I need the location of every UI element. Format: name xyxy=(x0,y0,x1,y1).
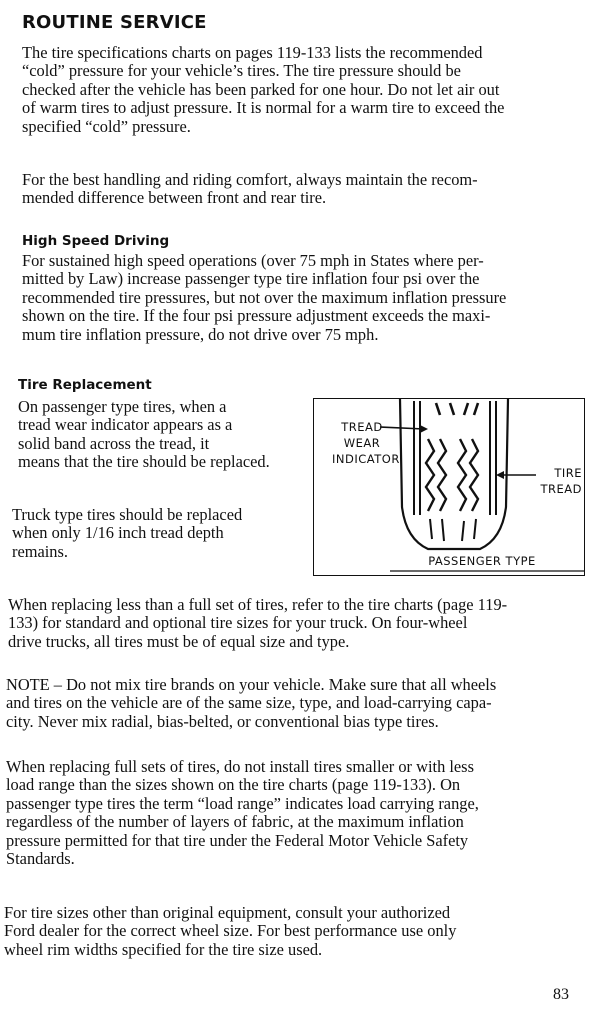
paragraph-cold-pressure xyxy=(22,44,504,136)
label-tire-tread: TIRE TREAD xyxy=(540,466,582,496)
text-line: NOTE – Do not mix tire brands on your vehicle. Make sure that all wheels xyxy=(6,675,497,694)
text-line: Ford dealer for the correct wheel size. For best performance use only xyxy=(4,921,457,941)
text-line: passenger type tires the term “load range” indicates load carrying range, xyxy=(6,793,479,813)
paragraph-tread-indicator xyxy=(18,398,270,472)
text-line: of warm tires to adjust pressure. It is normal for a warm tire to exceed the xyxy=(22,98,505,118)
text-line: For tire sizes other than original equipment, consult your authorized xyxy=(4,903,451,922)
text-line: regardless of the number of layers of fabric, at the maximum inflation xyxy=(6,812,464,832)
text-line: When replacing full sets of tires, do not install tires smaller or with less xyxy=(6,757,474,776)
subheading-high-speed: High Speed Driving xyxy=(22,233,170,249)
page-number: 83 xyxy=(553,986,569,1003)
text-line: Standards. xyxy=(6,849,75,869)
diagram-caption: PASSENGER TYPE xyxy=(428,554,536,568)
paragraph-note xyxy=(6,676,496,731)
tire-tread-diagram xyxy=(313,398,585,576)
text-line: pressure permitted for that tire under the Federal Motor Vehicle Safety xyxy=(6,830,469,850)
section-title: ROUTINE SERVICE xyxy=(22,12,207,33)
text-line: drive trucks, all tires must be of equal size and type. xyxy=(8,631,350,651)
text-line: mended difference between front and rear tire. xyxy=(22,188,327,208)
text-line: solid band across the tread, it xyxy=(18,433,210,453)
paragraph-high-speed xyxy=(22,252,506,344)
text-line: When replacing less than a full set of tires, refer to the tire charts (page 119- xyxy=(8,595,508,614)
text-line: recommended tire pressures, but not over the maximum inflation pressure xyxy=(22,287,507,307)
subheading-tire-replacement: Tire Replacement xyxy=(18,377,152,393)
text-line: wheel rim widths specified for the tire size used. xyxy=(4,939,323,959)
text-line: Truck type tires should be replaced xyxy=(12,505,243,524)
paragraph-rim-widths xyxy=(4,904,456,959)
text-line: On passenger type tires, when a xyxy=(18,397,227,416)
text-line: mitted by Law) increase passenger type tire inflation four psi over the xyxy=(22,269,480,289)
paragraph-partial-set xyxy=(8,596,507,651)
text-line: tread wear indicator appears as a xyxy=(18,415,233,435)
text-line: when only 1/16 inch tread depth xyxy=(12,523,224,543)
text-line: specified “cold” pressure. xyxy=(22,116,191,136)
text-line: The tire specifications charts on pages 119-133 lists the recommended xyxy=(22,43,483,62)
label-tread-wear-indicator: TREAD WEAR INDICATOR xyxy=(332,420,400,466)
text-line: For the best handling and riding comfort, always maintain the recom- xyxy=(22,170,478,189)
text-line: city. Never mix radial, bias-belted, or conventional bias type tires. xyxy=(6,711,439,731)
paragraph-full-set xyxy=(6,758,479,868)
text-line: and tires on the vehicle are of the same size, type, and load-carrying capa- xyxy=(6,693,492,713)
paragraph-truck-tires xyxy=(12,506,242,561)
text-line: “cold” pressure for your vehicle’s tires. The tire pressure should be xyxy=(22,61,461,81)
text-line: For sustained high speed operations (over 75 mph in States where per- xyxy=(22,251,484,270)
text-line: shown on the tire. If the four psi pressure adjustment exceeds the maxi- xyxy=(22,306,491,326)
paragraph-handling xyxy=(22,171,478,208)
text-line: means that the tire should be replaced. xyxy=(18,452,270,472)
text-line: remains. xyxy=(12,541,68,561)
text-line: load range than the sizes shown on the tire charts (page 119-133). On xyxy=(6,775,461,795)
text-line: checked after the vehicle has been parked for one hour. Do not let air out xyxy=(22,79,500,99)
text-line: mum tire inflation pressure, do not drive over 75 mph. xyxy=(22,324,379,344)
text-line: 133) for standard and optional tire sizes for your truck. On four-wheel xyxy=(8,613,468,633)
